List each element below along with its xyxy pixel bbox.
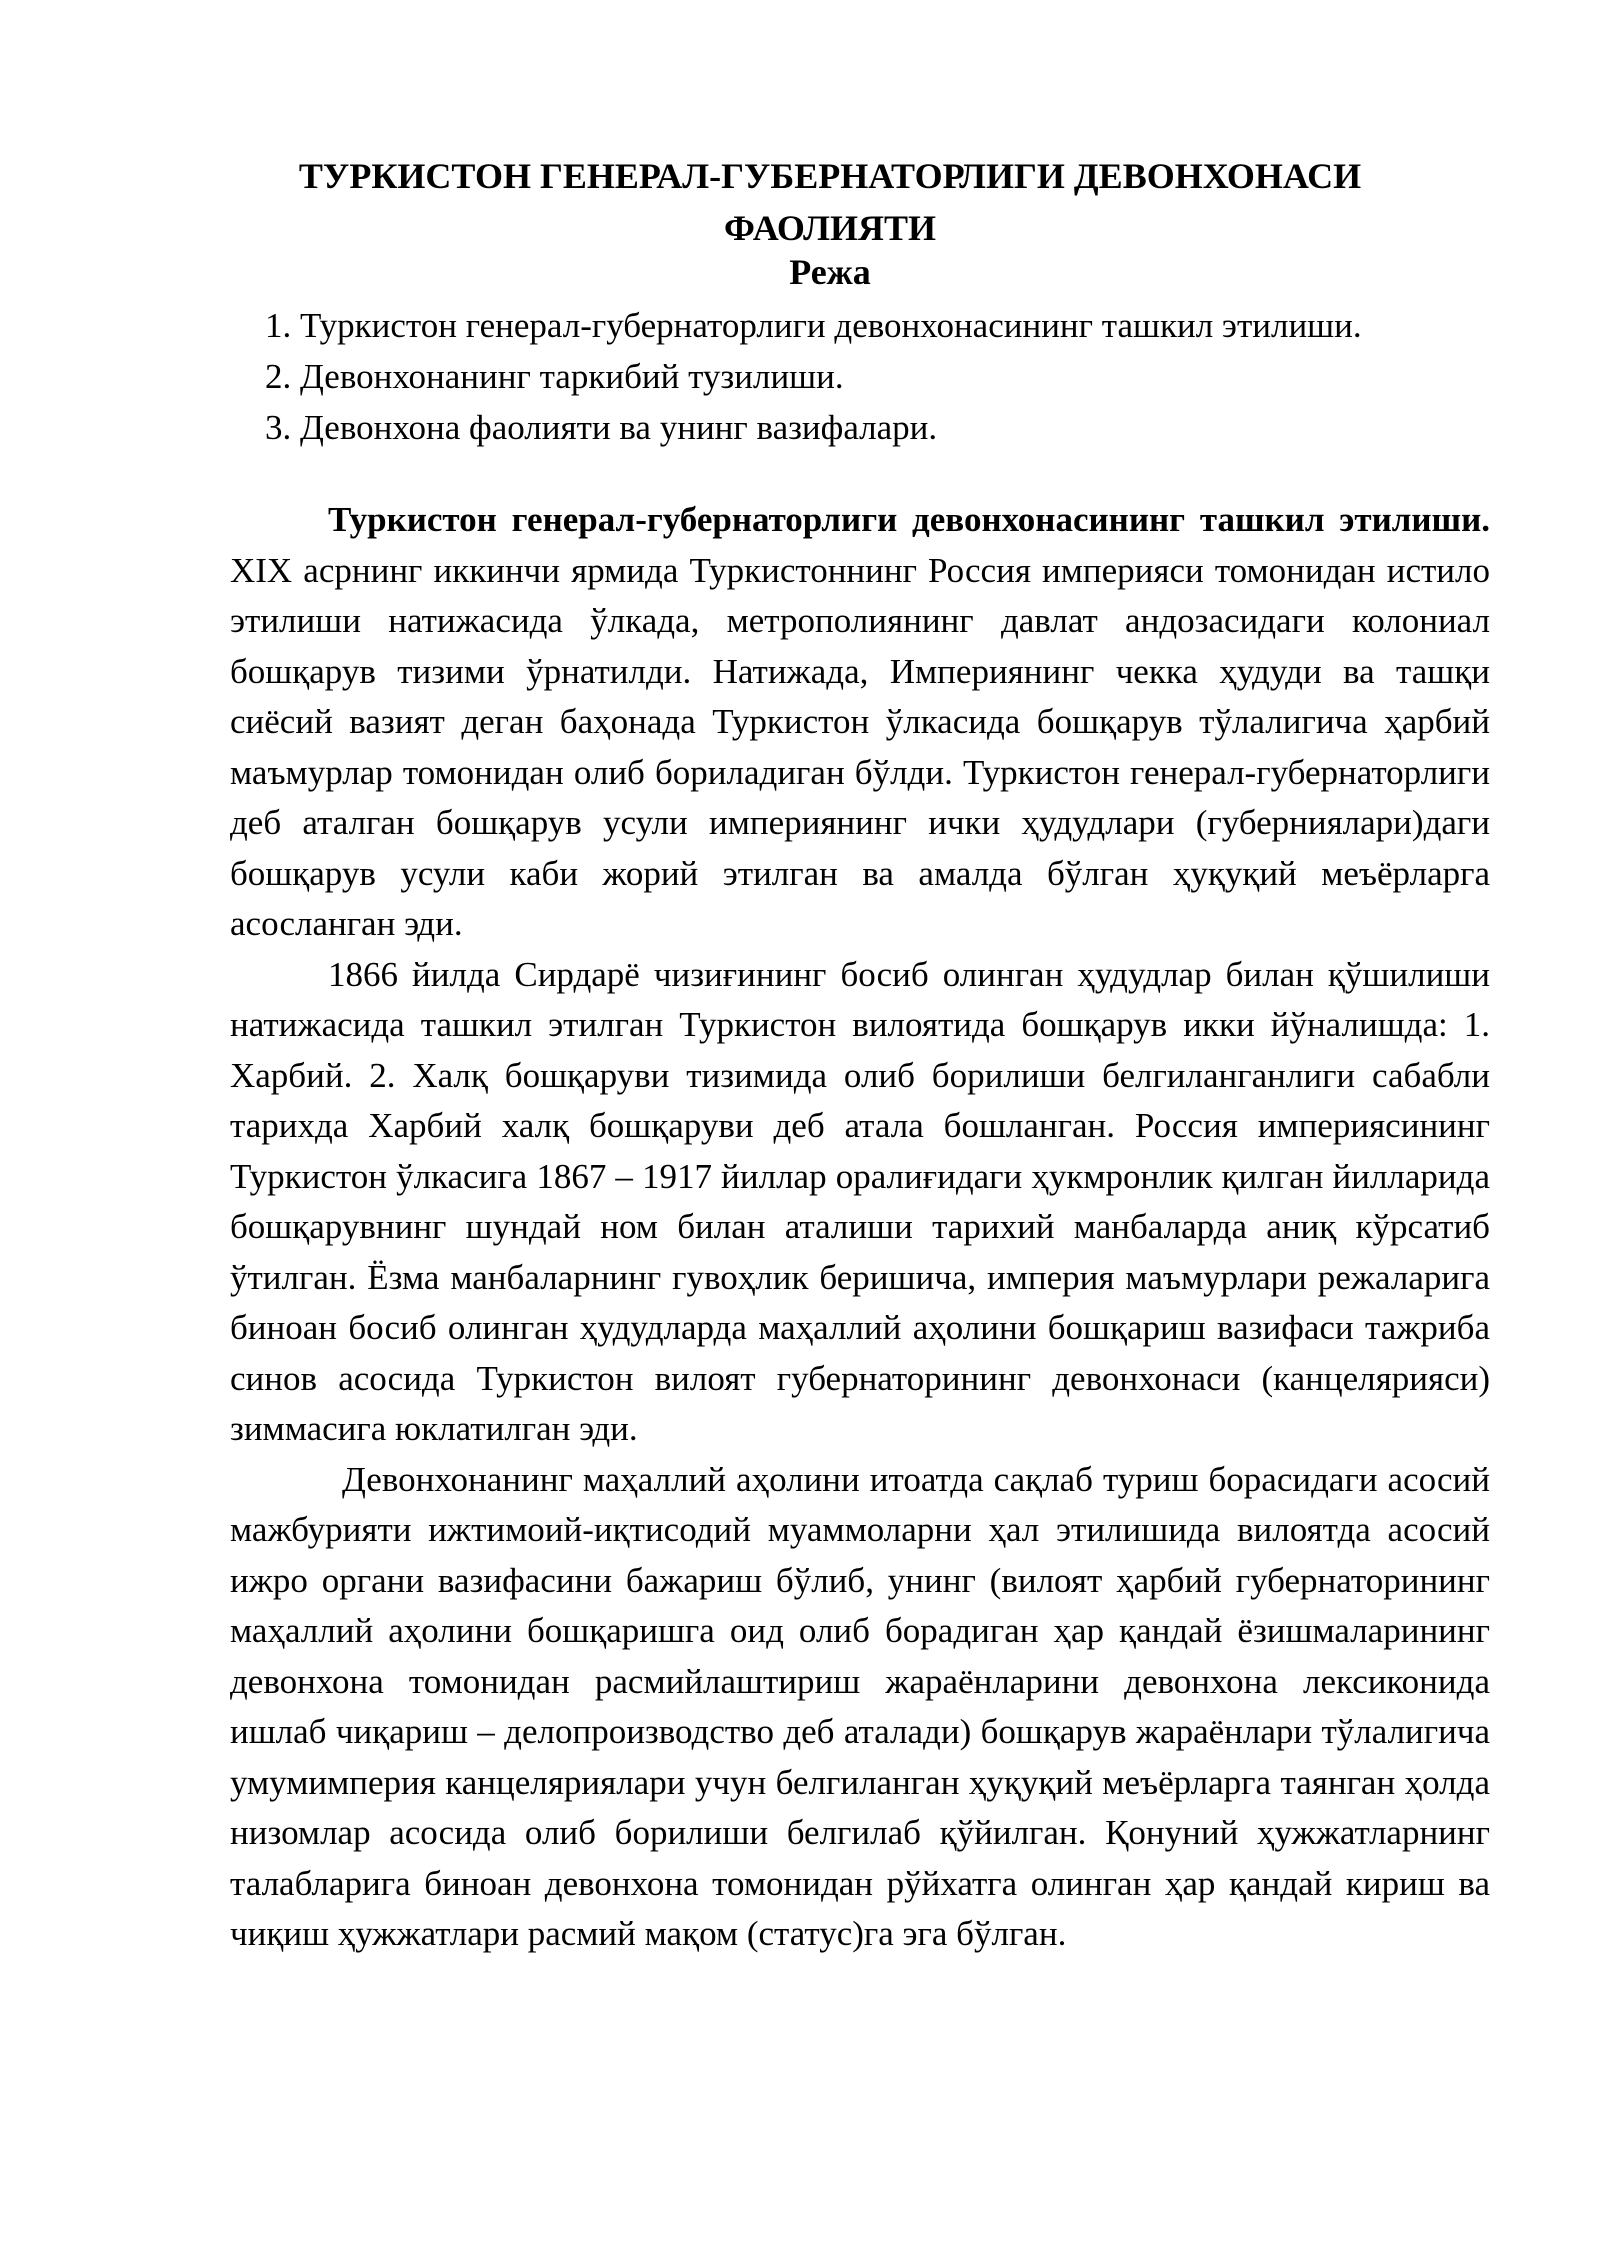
paragraph-2 <box>230 950 1490 1455</box>
paragraph-1 <box>230 495 1490 950</box>
paragraph-3 <box>230 1455 1490 1960</box>
plan-item: 2. Девонхонанинг таркибий тузилиши. <box>265 357 844 396</box>
plan-heading: Режа <box>789 252 871 292</box>
paragraph-text: 1866 йилда Сирдарё чизиғининг босиб олинган ҳудудлар билан қўшилиши натижасида ташкил этилган Туркистон вилоятида бошқарув икки йўналишда: 1. Харбий. 2. Халқ бошқаруви тизимида олиб борилиши белгиланганлиги сабабли тарихда Харбий халқ бошқаруви деб атала бошланган. Россия империясининг Туркистон ўлкасига 1867 – 1917 йиллар оралиғидаги ҳукмронлик қилган йилларида бошқарувнинг шундай ном билан аталиши тарихий манбаларда аниқ кўрсатиб ўтилган. Ёзма манбаларнинг гувоҳлик беришича, империя маъмурлари режаларига биноан босиб олинган ҳудудларда маҳаллий аҳолини бошқариш вазифаси тажриба синов асосида Туркистон вилоят губернаторининг девонхонаси (канцелярияси) зиммасига юклатилган эди. <box>230 954 1490 1448</box>
plan-list <box>265 300 1362 453</box>
plan-item: 1. Туркистон генерал-губернаторлиги девонхонасининг ташкил этилиши. <box>265 306 1362 345</box>
document-body <box>230 495 1490 1960</box>
paragraph-text: Девонхонанинг маҳаллий аҳолини итоатда сақлаб туриш борасидаги асосий мажбурияти ижтимоий-иқтисодий муаммоларни ҳал этилишида вилоятда асосий ижро органи вазифасини бажариш бўлиб, унинг (вилоят ҳарбий губернаторининг маҳаллий аҳолини бошқаришга оид олиб борадиган ҳар қандай ёзишмаларининг девонхона томонидан расмийлаштириш жараёнларини девонхона лексиконида ишлаб чиқариш – делопроизводство деб аталади) бошқарув жараёнлари тўлалигича умумимперия канцеляриялари учун белгиланган ҳуқуқий меъёрларга таянган ҳолда низомлар асосида олиб борилиши белгилаб қўйилган. Қонуний ҳужжатларнинг талабларига биноан девонхона томонидан рўйхатга олинган ҳар қандай кириш ва чиқиш ҳужжатлари расмий мақом (статус)га эга бўлган. <box>230 1459 1490 1953</box>
paragraph-text: XIX асрнинг иккинчи ярмида Туркистоннинг Россия империяси томонидан истило этилиши натижасида ўлкада, метрополиянинг давлат андозасидаги колониал бошқарув тизими ўрнатилди. Натижада, Империянинг чекка ҳудуди ва ташқи сиёсий вазият деган баҳонада Туркистон ўлкасида бошқарув тўлалигича ҳарбий маъмурлар томонидан олиб бориладиган бўлди. Туркистон генерал-губернаторлиги деб аталган бошқарув усули империянинг ички ҳудудлари (губерниялари)даги бошқарув усули каби жорий этилган ва амалда бўлган ҳуқуқий меъёрларга асосланган эди. <box>230 550 1490 943</box>
section-heading: Туркистон генерал-губернаторлиги девонхонасининг ташкил этилиши. <box>328 500 1490 539</box>
document-title: ТУРКИСТОН ГЕНЕРАЛ-ГУБЕРНАТОРЛИГИ ДЕВОНХОНАСИ ФАОЛИЯТИ <box>298 156 1362 248</box>
plan-item: 3. Девонхона фаолияти ва унинг вазифалари. <box>265 408 938 447</box>
